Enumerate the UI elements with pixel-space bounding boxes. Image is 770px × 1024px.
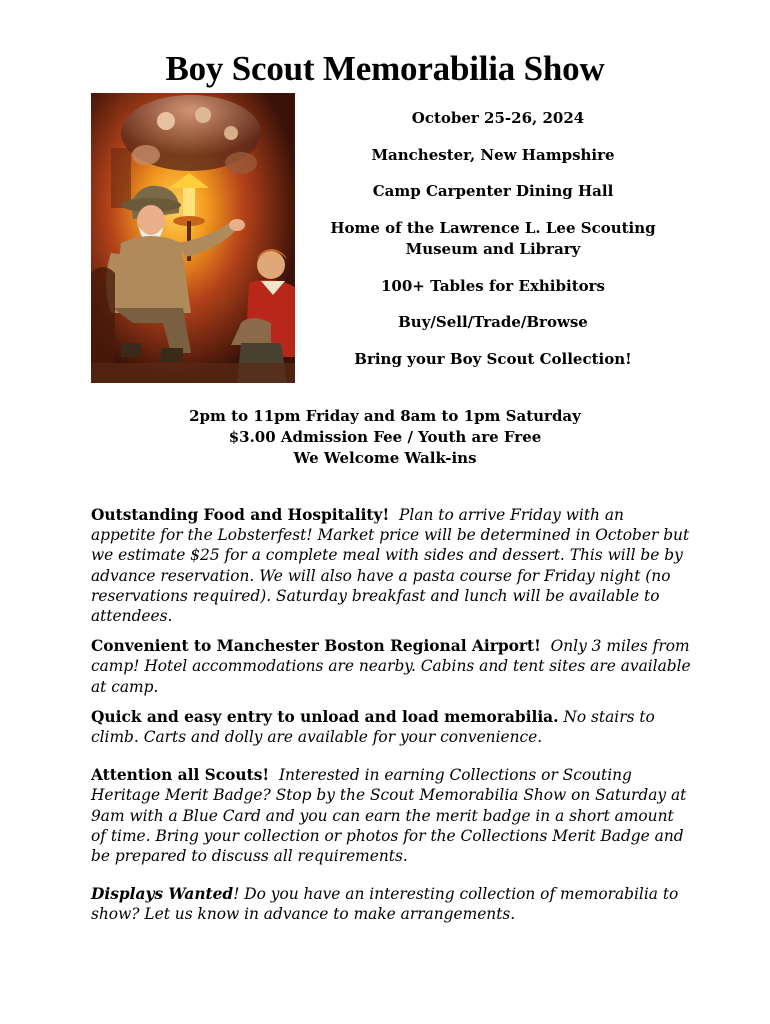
displays-lead: Displays Wanted <box>91 885 234 904</box>
event-venue: Camp Carpenter Dining Hall <box>372 182 614 200</box>
scoutmaster-painting <box>91 93 295 383</box>
painting-illustration <box>91 93 295 383</box>
event-museum-line-2: Museum and Library <box>405 240 581 258</box>
event-museum-line-1: Home of the Lawrence L. Lee Scouting <box>330 218 656 237</box>
airport-text: Only 3 miles from camp! Hotel accommodations are nearby. Cabins and tent sites are available at camp. <box>91 637 691 696</box>
hours-times: 2pm to 11pm Friday and 8am to 1pm Saturday <box>189 407 581 425</box>
entry-lead: Quick and easy entry to unload and load memorabilia. <box>91 707 559 726</box>
entry-text: No stairs to climb. Carts and dolly are available for your convenience. <box>91 707 655 747</box>
event-bring-collection: Bring your Boy Scout Collection! <box>354 349 632 368</box>
event-city: Manchester, New Hampshire <box>371 145 615 164</box>
event-tables: 100+ Tables for Exhibitors <box>381 276 605 295</box>
hours-block <box>0 406 770 469</box>
walk-ins: We Welcome Walk-ins <box>293 449 477 467</box>
airport-lead: Convenient to Manchester Boston Regional Airport! <box>91 637 541 656</box>
scouts-lead: Attention all Scouts! <box>91 766 270 785</box>
event-museum <box>300 218 686 261</box>
entry-paragraph <box>91 707 691 747</box>
food-text: Plan to arrive Friday with an appetite for the Lobsterfest! Market price will be determined in October but we estimate $25 for a complete meal with sides and dessert. This will be by advance reservation. We will also have a pasta course for Friday night (no reservations required). Saturday breakfast and lunch will be available to attendees. <box>91 506 690 626</box>
displays-paragraph <box>91 884 691 924</box>
scouts-text: Interested in earning Collections or Scouting Heritage Merit Badge? Stop by the Scout Memorabilia Show on Saturday at 9am with a Blue Card and you can earn the merit badge in a short amount of time. Bring your collection or photos for the Collections Merit Badge and be prepared to discuss all requirements. <box>91 766 687 866</box>
food-paragraph <box>91 505 691 626</box>
page-title: Boy Scout Memorabilia Show <box>165 49 605 88</box>
airport-paragraph <box>91 636 691 697</box>
details-body <box>91 505 691 935</box>
event-info <box>300 108 686 385</box>
food-lead: Outstanding Food and Hospitality! <box>91 506 390 524</box>
displays-text: ! Do you have an interesting collection of memorabilia to show? Let us know in advance to make arrangements. <box>91 885 679 924</box>
event-activities: Buy/Sell/Trade/Browse <box>398 313 588 331</box>
event-date: October 25-26, 2024 <box>411 109 585 127</box>
admission-fee: $3.00 Admission Fee / Youth are Free <box>228 428 542 446</box>
scouts-paragraph <box>91 765 691 866</box>
